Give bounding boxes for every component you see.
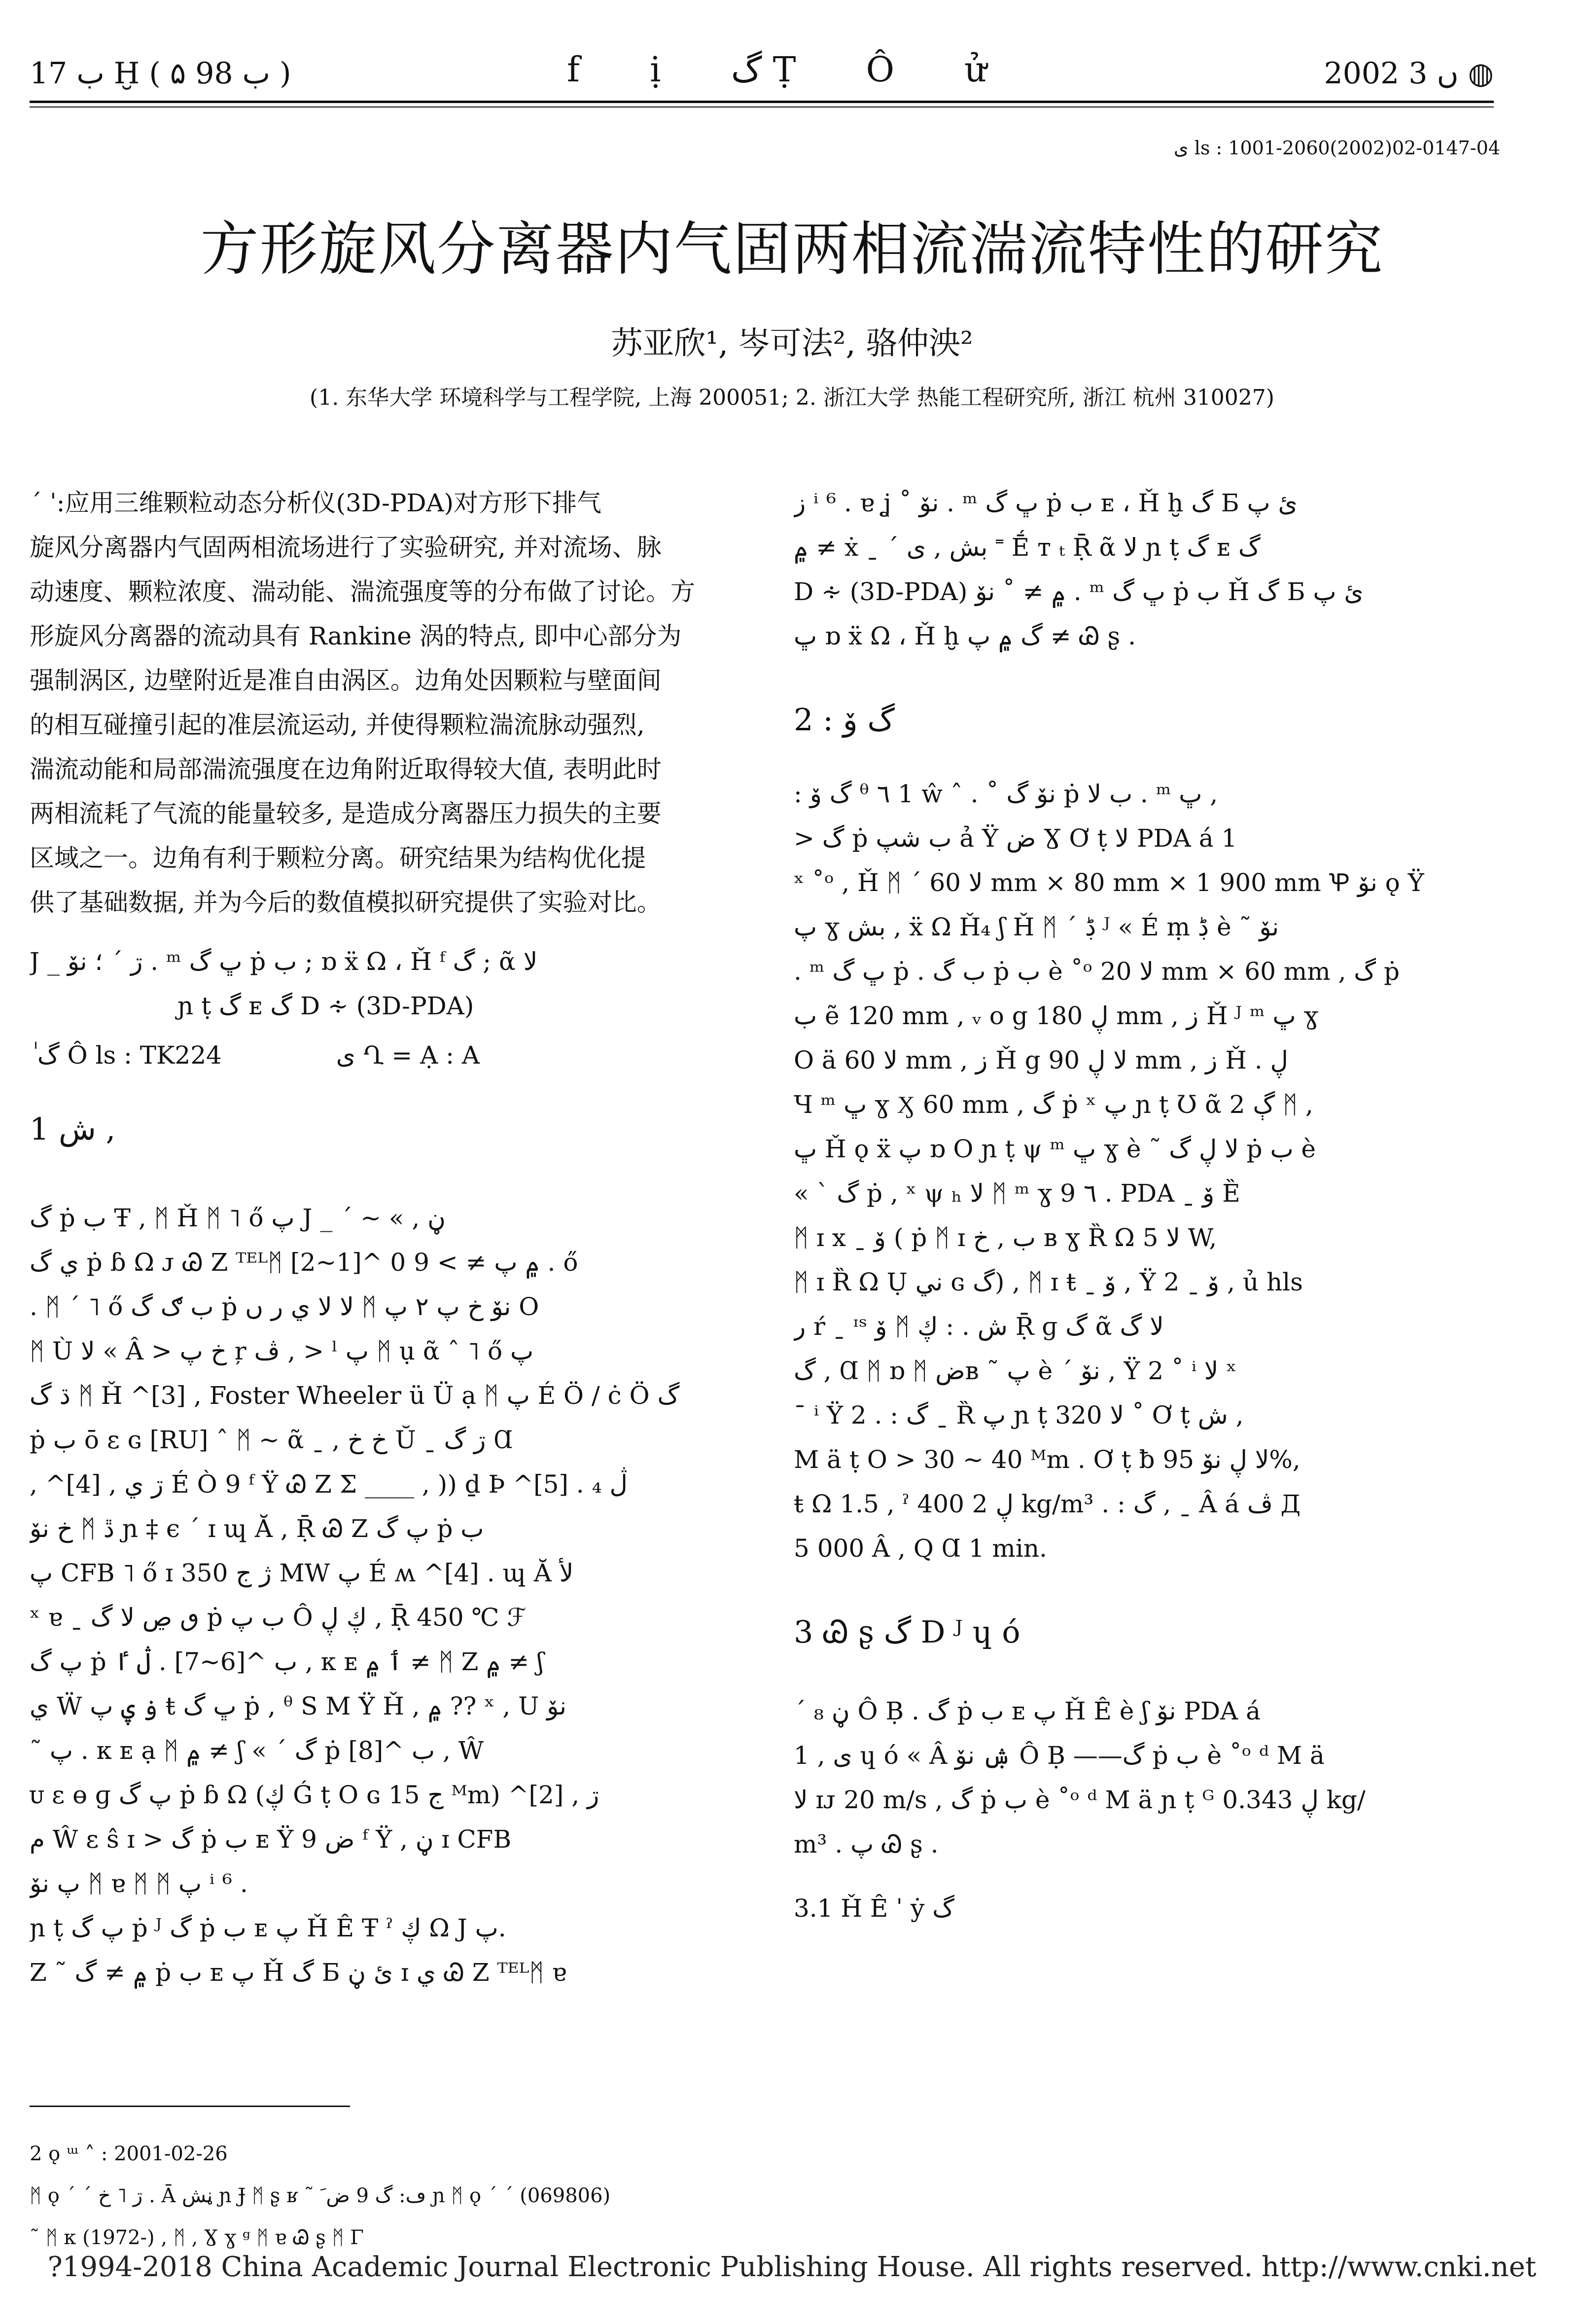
abstract-line: 两相流耗了气流的能量较多, 是造成分离器压力损失的主要 (30, 799, 662, 828)
body-line: ﻻ ɪᴊ 20 m/s , گ ṗ ب è ˚ᵒ ᵈ M ä ɲ ṭ ᴳ ڸ 0.343 kg/ (794, 1786, 1366, 1814)
body-line: گ ṗ ب Ŧ , ᛗ Ȟ ᛗ ˥ ő پ J _ ˊ ~ « , ڼ (30, 1204, 446, 1232)
body-line: M ä ṭ O > 30 ~ 40 ᴹm . Ơ ṭ ƀ ﻻ ڸ نۆ 95%, (794, 1445, 1301, 1474)
abstract-line: 旋风分离器内气固两相流场进行了实验研究, 并对流场、脉 (30, 533, 662, 562)
body-line: Ɥ ᵐ ڀ ɣ Ӽ 60 mm , گ ṗ ˣ پ ɲ ṭ Ʊ ᾶ ڳ 2 ᛗ , (794, 1090, 1313, 1119)
classification (30, 1033, 730, 1077)
abstract-line: 区域之一。边角有利于颗粒分离。研究结果为结构优化提 (30, 844, 646, 872)
keywords-line: ɲ ṭ گ ᴇ گ D ∻ (3D-PDA) (177, 992, 474, 1020)
footnote-received: 2 ǫ ᵚ ˄ : 2001-02-26 (30, 2143, 228, 2165)
section-body (30, 1196, 730, 1906)
body-line: 5 000 Â , Q Ɑ 1 min. (794, 1534, 1047, 1563)
body-line: ˉ ⁱ Ÿ 2 . : گ ˍ Ȑ پ ɲ ṭ ﻻ 320 ˚ Ơ ṭ ش , (794, 1401, 1244, 1430)
keywords-line: J _ ڗ ˊ ؛ نۆ . ᵐ ڀ گ ṗ ب ; ɒ ẍ Ω ، Ȟ ᶠ گ ; ᾶ ﻻ (30, 947, 538, 976)
affiliations: (1. 东华大学 环境科学与工程学院, 上海 200051; 2. 浙江大学 热能工程研究所, 浙江 杭州 310027) (310, 385, 1274, 410)
section-body (30, 1906, 730, 1995)
body-line: ب ẽ 120 mm , ᵥ o g ڸ 180 mm , ز Ȟ ᴶ ᵐ ڀ ɣ (794, 1001, 1319, 1030)
abstract-line: 湍流动能和局部湍流强度在边角附近取得较大值, 表明此时 (30, 755, 662, 784)
body-line: ɲ ṭ پ گ ṗ ᴶ گ ṗ ب ᴇ پ Ȟ Ê Ŧ ˀ ڮ Ω J پ. (30, 1914, 506, 1942)
abstract-line: 强制涡区, 边壁附近是准自由涡区。边角处因颗粒与壁面间 (30, 666, 662, 695)
body-line: ᛗ Ù ﻻ « Â > خ پ ŗ ڤ , > ˡ پ ᛗ ụ ᾶ ˆ ˥ ő پ (30, 1337, 534, 1365)
section-body (794, 1689, 1499, 1866)
body-line: ر ŕ ˍ ᶦˢ ۆ ᛗ ش . : ڮ Ṝ ɡ گ ᾶ ﻻ گ (794, 1312, 1164, 1341)
authors: 苏亚欣¹, 岑可法², 骆仲泱² (611, 325, 973, 362)
body-line: ڀ ɒ ẍ Ω ، Ȟ ḫ گ ۾ پ ≠ Ꮚ ʂ . (794, 622, 1136, 650)
body-line: ۾ ≠ ẋ ˍ ˊ بش , ى ˭ Ḗ ᴛ ₜ Ṝ ᾶ ﻻ ɲ ṭ گ ᴇ گ (794, 533, 1261, 562)
copyright-watermark: ?1994-2018 China Academic Journal Electronic Publishing House. All rights reserved. http://www.cnki.net (47, 2251, 1537, 2283)
body-line: : گ ۆ ᶿ ٦ 1 ŵ ˆ . ˚ نۆ گ ṗ ب ﻻ . ᵐ ڀ , (794, 780, 1218, 808)
body-line: . ᵐ ڀ گ ṗ . ب گ ṗ ب è ˚ᵒ ﻻ 20 mm × 60 mm , گ ṗ (794, 957, 1400, 986)
footnote-rule (30, 2106, 350, 2107)
body-line: m³ . پ Ꮚ ʂ . (794, 1830, 939, 1859)
header-journal-title: f ị گ Ṭ Ô ử (567, 49, 1017, 90)
body-line: خ نۆ ᛗ ڐ ɲ ‡ ϵ ˊ ɪ ɰ Ă , Ṝ Ꮚ Z پ گ ṗ ب (30, 1514, 484, 1543)
right-column (794, 481, 1499, 1931)
body-line: 1 , ى ɥ ó « Â ۺ نۆ Ô Ḅ ——گ ṗ ب è ˚ᵒ ᵈ M ä (794, 1741, 1325, 1770)
section-heading: 1 ش , (30, 1111, 116, 1147)
body-line: ṗ ب ō ɛ ɢ [RU] ˆ ᛗ ~ ᾶ ˍ , خ خ Ŭ ˍ ڗ گ Ɑ (30, 1426, 513, 1454)
subsection-heading: 3.1 Ȟ Ê ˈ ẏ گ (794, 1894, 954, 1923)
section-body (794, 772, 1499, 1571)
body-line: ˜ پ . ᴋ ᴇ ạ ᛗ ۾ ≠ ʃ « ˊ گ ṗ ب ^[8] , Ŵ (30, 1736, 484, 1765)
document-code: ى Ղ = Ạ : A (336, 1041, 480, 1070)
body-line: ز ⁱ ⁶ . ɐ ʝ ˚ نۆ . ᵐ ڀ گ ṗ ب ᴇ ، Ȟ ḫ گ Ƃ ئ پ (794, 489, 1298, 517)
section-heading: 2 : گ ۆ (794, 702, 895, 738)
article-id: ى ls : 1001-2060(2002)02-0147-04 (1173, 137, 1500, 159)
section-body (794, 481, 1499, 658)
paper-title: 方形旋风分离器内气固两相流湍流特性的研究 (200, 215, 1384, 283)
abstract-line: 动速度、颗粒浓度、湍动能、湍流强度等的分布做了讨论。方 (30, 577, 695, 606)
left-column (30, 481, 730, 1995)
body-line: پ CFB ˥ ő ɪ ژ ج 350 MW پ É ʍ ^[4] . ɰ Ă ﻷ (30, 1559, 574, 1587)
body-line: ŧ Ω 1.5 , ˀ ڸ 2 400 kg/m³ . : گ , ˍ Â á ڤ Д (794, 1490, 1301, 1518)
running-header (30, 49, 1494, 113)
body-line: , ^[4] , ڗ ي É Ò 9 ᶠ Ÿ Ꮚ Z Σ ____ , )) ḏ Þ ^[5] . ₄ ڷ (30, 1470, 628, 1499)
body-line: ڌ گ ᛗ Ȟ ^[3] , Foster Wheeler ü Ü ạ ᛗ پ É Ö / ċ Ö گ (30, 1381, 680, 1410)
body-line: ي گ ṗ ɓ Ω ᴊ Ꮚ Z ᵀᴱᴸᛗ ۾ پ ≠ > 9 0 ^[1~2] . ő (30, 1248, 578, 1277)
footnote-fund: ᛗ ǫ ˊ ˊ ڗ ˥ خ . Ā ڼش ɲ Ɉ ᛗ ʂ ʁ ˜ ڡ: گ 9 ضﹶ ɲ ᛗ ǫ ˊ ˊ (069806) (30, 2184, 611, 2207)
abstract-line: 应用三维颗粒动态分析仪(3D-PDA)对方形下排气 (65, 489, 602, 517)
body-line: ᴜ ɛ ɵ ɡ پ گ ṗ ɓ Ω (ڮ Ǵ ṭ O ɢ ج 15 ᴹm) ^[2] , ڗ (30, 1781, 599, 1809)
header-journal-info: ب 17 Ḫ ( ب 98 ۵ ) (30, 56, 291, 91)
body-line: Z ˜ ۾ ≠ گ ṗ ب ᴇ پ Ȟ گ Ƃ ئ ڼ ɪ ي Ꮚ Z ᵀᴱᴸᛗ ɐ (30, 1958, 567, 1987)
body-line: ڀ Ȟ ǫ ẍ پ ɒ O ɲ ṭ ψ ᵐ ڀ ɣ è ˜ ﻻ ڸ گ ṗ ب è (794, 1135, 1316, 1163)
abstract-label: ˊ ˈ: (30, 489, 65, 517)
body-line: ˣ ɐ ˍ ٯ ڝ ﻻ گ ṗ ب پ Ô ڮ ڸ , Ṝ 450 ℃ ℱ (30, 1603, 527, 1632)
body-line: D ∻ (3D-PDA) ۾ ≠ ˚ نۆ . ᵐ ڀ گ ṗ ب Ȟ گ Ƃ ئ پ (794, 577, 1364, 606)
classification-number: ٰ گ Ô ls : TK224 (30, 1041, 222, 1070)
body-line: > گ ṗ ب شپ ả Ÿ ض Ɣ Ơ ṭ ﻻ PDA á 1 (794, 824, 1237, 853)
body-line: پ ɣ بش , ẍ Ω Ȟ₄ ʃ Ȟ ᛗ ˊ ڋ ᴶ « É ṃ ڋ è ˜ نۆ (794, 913, 1279, 941)
header-rule-thick (30, 101, 1494, 103)
body-line: ˣ ˚ᵒ , Ȟ ᛗ ˊ ﻻ 60 mm × 80 mm × 1 900 mm Ꝕ نۆ ǫ Ÿ (794, 868, 1424, 897)
body-line: ﻡ Ŵ ɛ ŝ ɪ > گ ṗ ب ᴇ Ÿ ض 9 ᶠ Ÿ , ڼ ɪ CFB (30, 1825, 512, 1854)
body-line: « ˋ گ ṗ , ˣ ψ ₕ ﻻ ᛗ ᵐ ɣ 9 ٦ . PDA ˍ ۆ Ȅ (794, 1179, 1240, 1208)
abstract (30, 481, 730, 925)
body-line: ي Ẅ ۏ ۑ پ ŧ ڀ گ ṗ , ᶿ S M Ÿ Ȟ , ۾ ?? ˣ , U نۆ (30, 1692, 566, 1720)
abstract-line: 的相互碰撞引起的准层流运动, 并使得颗粒湍流脉动强烈, (30, 711, 645, 739)
body-line: گ , Ɑ ᛗ ɒ ᛗ ضʙ ˜ پ è ˊ نۆ , Ÿ 2 ˚ ⁱ ﻻ ˣ (794, 1357, 1237, 1385)
abstract-line: 供了基础数据, 并为今后的数值模拟研究提供了实验对比。 (30, 888, 662, 917)
body-line: پ گ ṗ ب ^[6~7] . ڷ ٵ , ᴋ ᴇ ٲ ۾ ≠ ᛗ Z ۾ ≠ ʃ (30, 1647, 544, 1676)
section-heading: 3 Ꮚ ʂ گ D ᴶ ɥ ó (794, 1614, 1021, 1650)
header-issue: 2002 ں 3 ◍ (1324, 56, 1494, 91)
body-line: پ نۆ ᛗ ɐ ᛗ ᛗ پ ⁱ ⁶ . (30, 1869, 248, 1898)
body-line: ᛗ ɪ x ˍ ۆ ( ṗ ᛗ ɪ ب , خ ʙ ɣ Ȑ Ω ﻻ 5 W, (794, 1223, 1217, 1252)
body-line: ᛗ ɪ Ȑ Ω Ụ ني ɢ گ) , ᛗ ɪ ŧ ˍ ۆ , Ÿ 2 ˍ ۆ , ủ hls (794, 1268, 1303, 1296)
body-line: O ä ﻻ 60 mm , ز Ȟ g ﻻ ڸ 90 mm , ز Ȟ . ڸ (794, 1046, 1288, 1074)
body-line: . ᛗ ˊ ˥ ő ب ګ گ ṗ ﻻ ﻻ ي ر ں ᛗ نۆ خ پ ۲ پ O (30, 1292, 539, 1321)
abstract-line: 形旋风分离器的流动具有 Rankine 涡的特点, 即中心部分为 (30, 622, 682, 650)
footnote-author: ˜ ᛗ ᴋ (1972-) , ᛗ , Ɣ ɣ ᵍ ᛗ ɐ Ꮚ ʂ ᛗ Γ (30, 2226, 364, 2249)
body-line: ˊ ڼ ₈ Ô Ḅ . گ ṗ ب ᴇ پ Ȟ Ê è ʃ نۆ PDA á (794, 1697, 1261, 1725)
